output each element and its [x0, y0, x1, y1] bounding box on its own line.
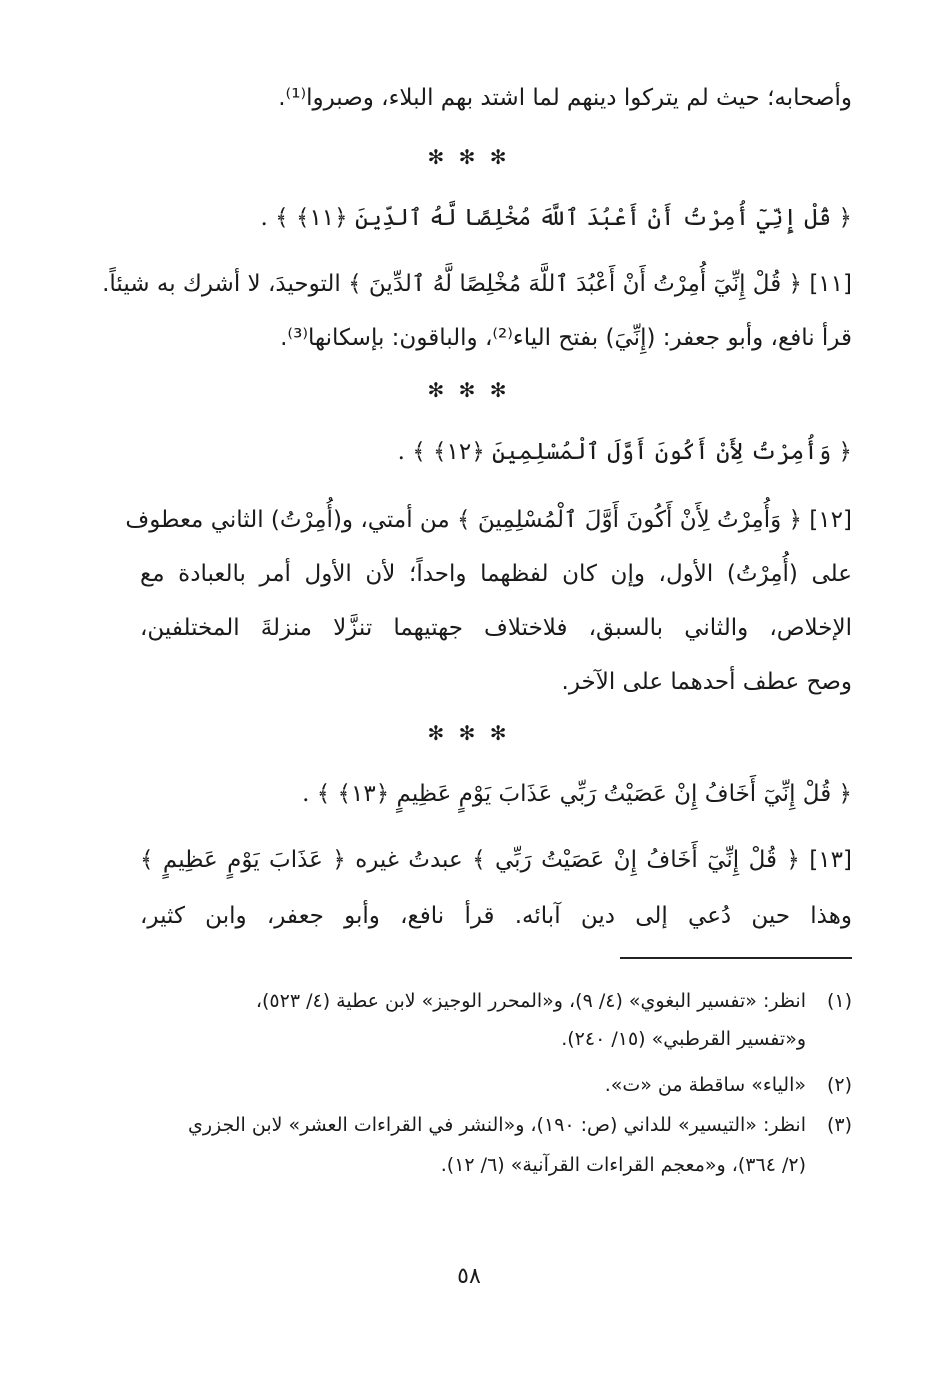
footnote-1-continued: و«تفسير القرطبي» (١٥/ ٢٤٠).	[561, 1028, 806, 1050]
body-line: وأصحابه؛ حيث لم يتركوا دينهم لما اشتد بهم البلاء، وصبروا⁽¹⁾.	[278, 85, 852, 111]
footnote-2	[140, 1068, 852, 1102]
footnote-number: (٢)	[826, 1074, 852, 1096]
body-line: [١٣] ﴿ قُلْ إِنِّيٓ أَخَافُ إِنْ عَصَيْتُ رَبِّي ﴾ عبدتُ غيره ﴿ عَذَابَ يَوْمٍ عَظِيمٍ ﴾	[140, 847, 852, 873]
footnote-text: انظر: «تفسير البغوي» (٤/ ٩)، و«المحرر الوجيز» لابن عطية (٤/ ٥٢٣)،	[255, 990, 806, 1012]
footnote-3	[140, 1108, 852, 1142]
section-separator: ✻ ✻ ✻	[427, 378, 511, 402]
quran-verse-13: ﴿ قُلْ إِنِّيٓ أَخَافُ إِنْ عَصَيْتُ رَبِّي عَذَابَ يَوْمٍ عَظِيمٍ ﴿١٣﴾ ﴾ .	[302, 781, 852, 807]
body-line: الإخلاص، والثاني بالسبق، فلاختلاف جهتيهما تنزَّلا منزلةَ المختلفين،	[140, 615, 852, 641]
section-separator: ✻ ✻ ✻	[427, 721, 511, 745]
footnote-3-continued: (٢/ ٣٦٤)، و«معجم القراءات القرآنية» (٦/ ١٢).	[440, 1154, 806, 1176]
page-number: ٥٨	[457, 1264, 481, 1289]
body-line: وصح عطف أحدهما على الآخر.	[561, 669, 852, 695]
footnote-text: انظر: «التيسير» للداني (ص: ١٩٠)، و«النشر في القراءات العشر» لابن الجزري	[187, 1114, 806, 1136]
body-line: قرأ نافع، وأبو جعفر: (إِنِّيَ) بفتح الياء⁽²⁾، والباقون: بإسكانها⁽³⁾.	[280, 325, 852, 351]
body-line: [١٢] ﴿ وَأُمِرْتُ لِأَنْ أَكُونَ أَوَّلَ ٱلْمُسْلِمِينَ ﴾ من أمتي، و(أُمِرْتُ) الثاني معطوف	[125, 507, 852, 533]
body-line: وهذا حين دُعي إلى دين آبائه. قرأ نافع، وأبو جعفر، وابن كثير،	[140, 903, 852, 929]
body-line: [١١] ﴿ قُلْ إِنِّيٓ أُمِرْتُ أَنْ أَعْبُدَ ٱللَّهَ مُخْلِصًا لَّهُ ٱلدِّينَ ﴾ التوحيدَ، لا أشرك به شيئاً.	[102, 271, 852, 297]
footnote-1	[140, 984, 852, 1018]
quran-verse-11: ﴿ قُلْ إِنِّيٓ أُمِرْتُ أَنْ أَعْبُدَ ٱللَّهَ مُخْلِصًا لَّهُ ٱلدِّينَ ﴿١١﴾ ﴾ .	[260, 205, 852, 231]
footnote-divider	[620, 957, 852, 959]
footnote-number: (١)	[826, 990, 852, 1012]
footnote-number: (٣)	[826, 1114, 852, 1136]
body-line: على (أُمِرْتُ) الأول، وإن كان لفظهما واحداً؛ لأن الأول أمر بالعبادة مع	[140, 561, 852, 587]
section-separator: ✻ ✻ ✻	[427, 145, 511, 169]
footnote-text: «الياء» ساقطة من «ت».	[604, 1074, 806, 1096]
quran-verse-12: ﴿ وَأُمِرْتُ لِأَنْ أَكُونَ أَوَّلَ ٱلْمُسْلِمِينَ ﴿١٢﴾ ﴾ .	[397, 439, 852, 465]
